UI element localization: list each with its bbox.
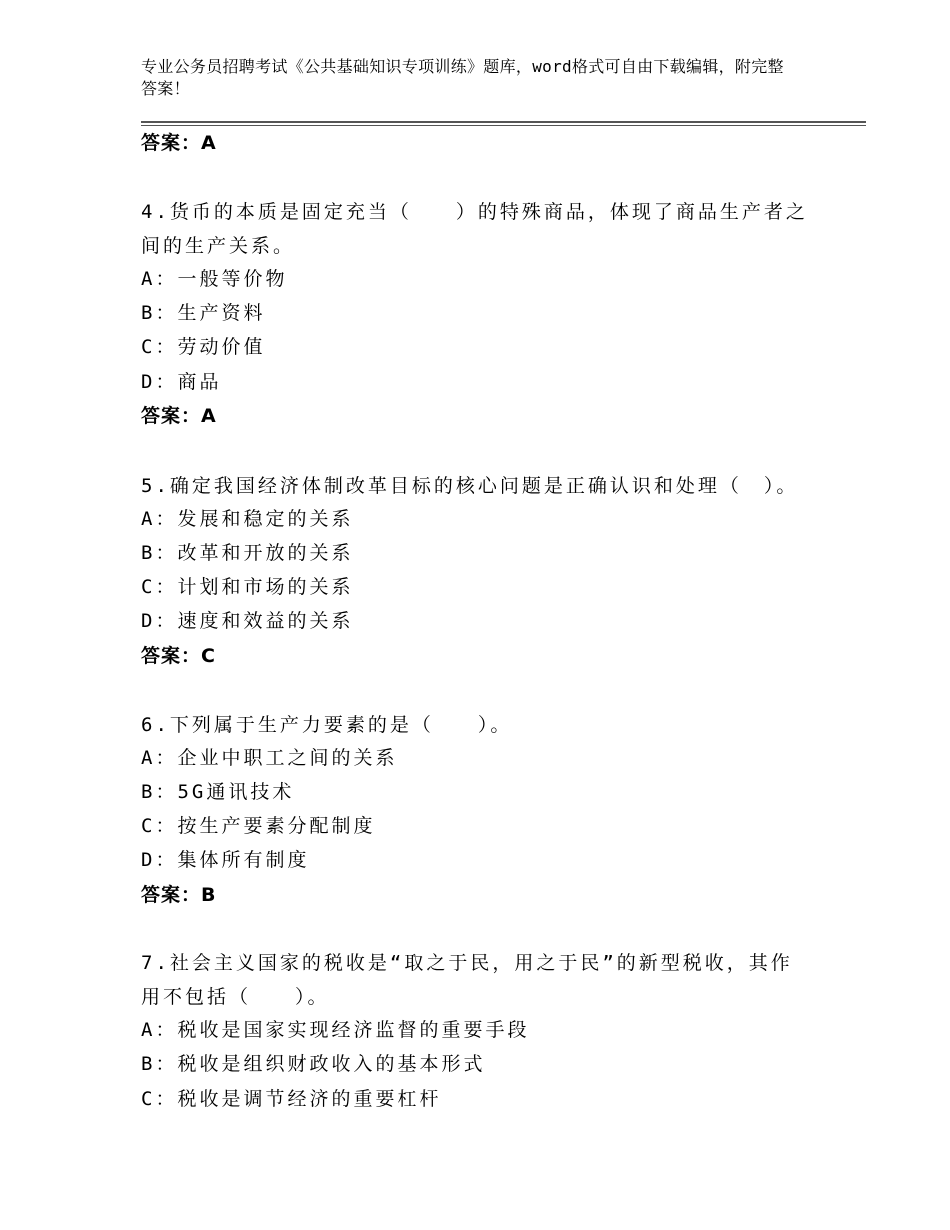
question-5-stem: 5.确定我国经济体制改革目标的核心问题是正确认识和处理（ ）。 bbox=[141, 475, 799, 497]
answer-q5: 答案：C bbox=[141, 645, 216, 667]
header-rule-thick bbox=[141, 121, 866, 123]
answer-q4: 答案：A bbox=[141, 405, 217, 427]
answer-q6: 答案：B bbox=[141, 884, 217, 906]
question-7-option-c: C：税收是调节经济的重要杠杆 bbox=[141, 1088, 442, 1110]
question-6-option-c: C：按生产要素分配制度 bbox=[141, 815, 376, 837]
question-7-option-a: A：税收是国家实现经济监督的重要手段 bbox=[141, 1019, 530, 1041]
question-5-option-b: B：改革和开放的关系 bbox=[141, 542, 354, 564]
question-7-option-b: B：税收是组织财政收入的基本形式 bbox=[141, 1053, 486, 1075]
header-rule-thin bbox=[141, 125, 866, 126]
answer-q3: 答案：A bbox=[141, 132, 217, 154]
question-6-option-d: D：集体所有制度 bbox=[141, 849, 310, 871]
question-6-option-b: B：5G通讯技术 bbox=[141, 781, 295, 803]
question-6-stem: 6.下列属于生产力要素的是（ ）。 bbox=[141, 714, 513, 736]
question-4-option-a: A：一般等价物 bbox=[141, 268, 288, 290]
question-7-stem: 7.社会主义国家的税收是“取之于民，用之于民”的新型税收，其作用不包括（ ）。 bbox=[141, 952, 793, 1008]
question-5-option-d: D：速度和效益的关系 bbox=[141, 610, 354, 632]
question-5-option-c: C：计划和市场的关系 bbox=[141, 576, 354, 598]
question-4-option-b: B：生产资料 bbox=[141, 302, 266, 324]
question-4-stem: 4.货币的本质是固定充当（ ）的特殊商品，体现了商品生产者之间的生产关系。 bbox=[141, 201, 808, 257]
question-4-option-c: C：劳动价值 bbox=[141, 336, 266, 358]
question-6-option-a: A：企业中职工之间的关系 bbox=[141, 747, 398, 769]
page-header: 专业公务员招聘考试《公共基础知识专项训练》题库，word格式可自由下载编辑，附完整答案！ bbox=[141, 57, 784, 98]
question-4-option-d: D：商品 bbox=[141, 371, 222, 393]
question-5-option-a: A：发展和稳定的关系 bbox=[141, 508, 354, 530]
